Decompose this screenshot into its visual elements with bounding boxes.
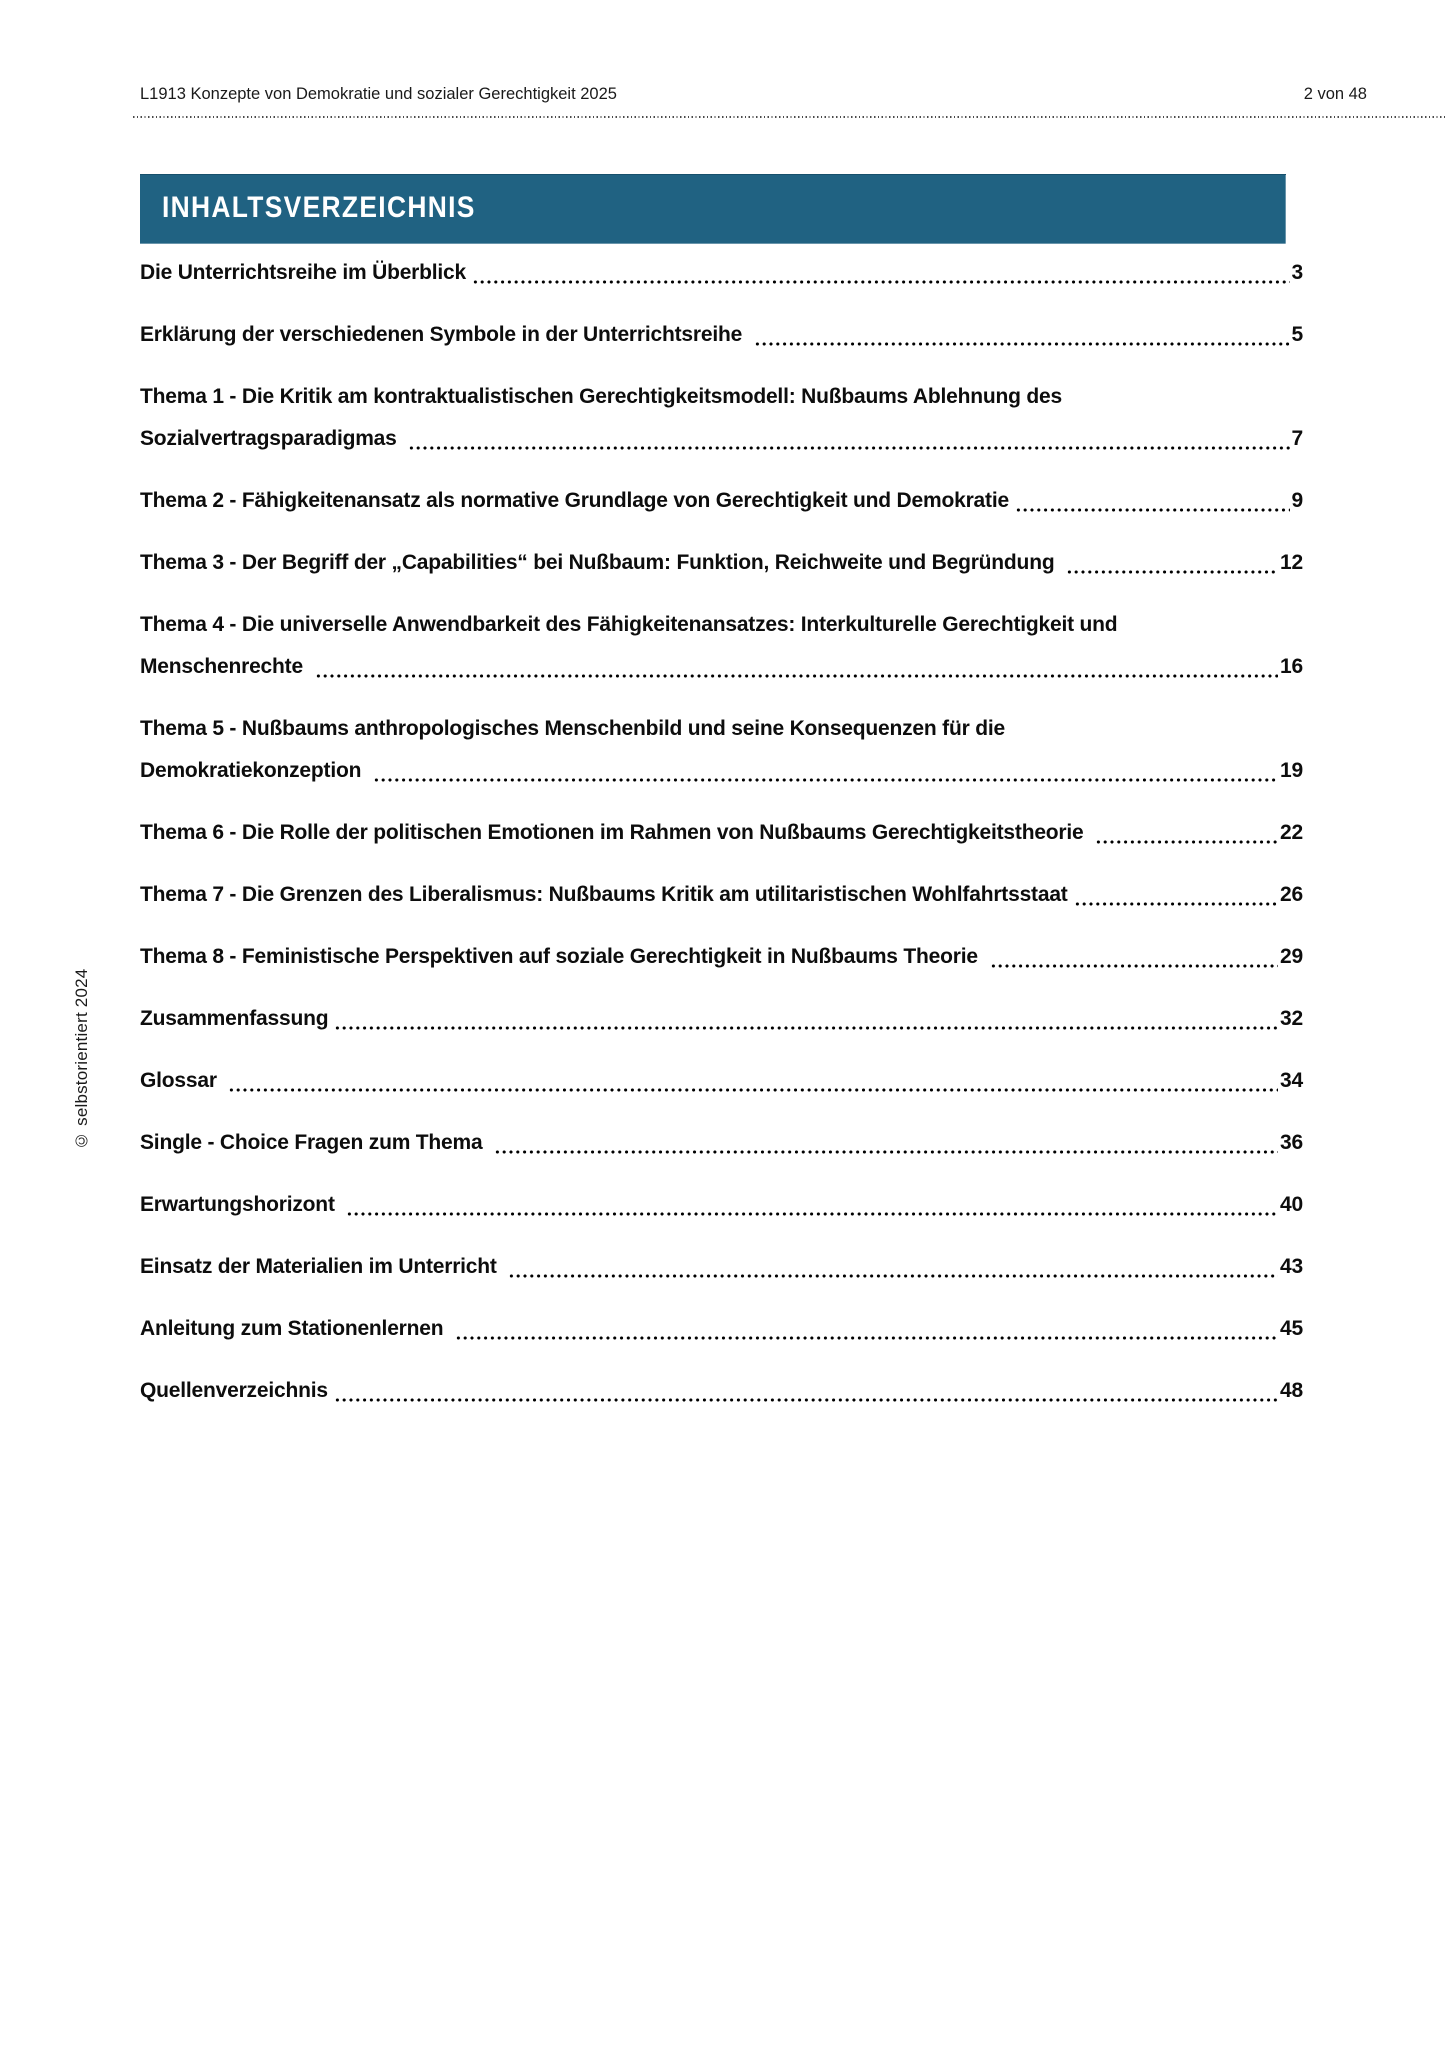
toc-page-number: 16 (1280, 655, 1303, 678)
toc-entry (140, 604, 1303, 688)
page-header (140, 84, 1367, 104)
toc-entry-line (140, 1060, 1303, 1102)
toc-page-number: 22 (1280, 821, 1303, 844)
toc-entry (140, 1246, 1303, 1288)
toc-page-number: 36 (1280, 1131, 1303, 1154)
toc-entry-line (140, 480, 1303, 522)
toc-dot-leader (472, 252, 1290, 294)
toc-page-number: 43 (1280, 1255, 1303, 1278)
toc-entry-line (140, 646, 1303, 688)
toc-entry-title: Einsatz der Materialien im Unterricht (140, 1255, 503, 1278)
toc-entry-title: Thema 6 - Die Rolle der politischen Emotionen im Rahmen von Nußbaums Gerechtigkeitstheorie (140, 821, 1090, 844)
toc-dot-leader (373, 750, 1278, 792)
toc-entry-title: Thema 3 - Der Begriff der „Capabilities“ bei Nußbaum: Funktion, Reichweite und Begründung (140, 551, 1061, 574)
toc-dot-leader (408, 418, 1289, 460)
toc-entry-line (140, 1246, 1303, 1288)
toc-entry-line (140, 874, 1303, 916)
page-indicator: 2 von 48 (1303, 85, 1367, 103)
toc-entry-title: Single - Choice Fragen zum Thema (140, 1131, 489, 1154)
toc-page-number: 12 (1280, 551, 1303, 574)
toc-entry-line (140, 936, 1303, 978)
toc-entry (140, 812, 1303, 854)
toc-entry-title: Thema 4 - Die universelle Anwendbarkeit des Fähigkeitenansatzes: Interkulturelle Gerechtigkeit und (140, 613, 1118, 636)
toc-page-number: 5 (1291, 323, 1303, 346)
toc-page-number: 34 (1280, 1069, 1303, 1092)
toc-entry-title: Glossar (140, 1069, 223, 1092)
toc-entry-line (140, 750, 1303, 792)
toc-entry-line (140, 1308, 1303, 1350)
toc-entry (140, 1122, 1303, 1164)
toc-entry-line (140, 812, 1303, 854)
toc-entry-line (140, 708, 1303, 750)
toc-entry-title: Thema 5 - Nußbaums anthropologisches Menschenbild und seine Konsequenzen für die (140, 717, 1005, 740)
toc-page-number: 26 (1280, 883, 1303, 906)
toc-page-number: 48 (1280, 1379, 1303, 1402)
toc-entry (140, 314, 1303, 356)
toc-page-number: 40 (1280, 1193, 1303, 1216)
toc-entry-line (140, 252, 1303, 294)
toc-page-number: 9 (1291, 489, 1303, 512)
toc-dot-leader (1074, 874, 1278, 916)
toc-entry-line (140, 376, 1303, 418)
toc-dot-leader (1015, 480, 1290, 522)
toc-entry-title: Thema 1 - Die Kritik am kontraktualistischen Gerechtigkeitsmodell: Nußbaums Ablehnung des (140, 385, 1062, 408)
toc-entry-line (140, 604, 1303, 646)
toc-entry-title: Quellenverzeichnis (140, 1379, 328, 1402)
toc-entry (140, 480, 1303, 522)
toc-entry-title: Anleitung zum Stationenlernen (140, 1317, 450, 1340)
toc-dot-leader (315, 646, 1278, 688)
toc-entry (140, 376, 1303, 460)
header-divider (133, 116, 1445, 118)
toc-entry (140, 708, 1303, 792)
toc-dot-leader (1066, 542, 1278, 584)
toc-entry-title: Erklärung der verschiedenen Symbole in der Unterrichtsreihe (140, 323, 748, 346)
toc-dot-leader (228, 1060, 1278, 1102)
toc-page-number: 29 (1280, 945, 1303, 968)
toc-entry (140, 1308, 1303, 1350)
toc-entry (140, 874, 1303, 916)
toc-page-number: 32 (1280, 1007, 1303, 1030)
toc-page-number: 45 (1280, 1317, 1303, 1340)
toc-entry-line (140, 998, 1303, 1040)
toc-dot-leader (455, 1308, 1278, 1350)
toc-dot-leader (346, 1184, 1278, 1226)
toc-entry-line (140, 1122, 1303, 1164)
toc-entry-title: Die Unterrichtsreihe im Überblick (140, 261, 467, 284)
toc-entry-line (140, 418, 1303, 460)
toc-dot-leader (754, 314, 1290, 356)
toc-entry-line (140, 1370, 1303, 1412)
toc-dot-leader (334, 998, 1278, 1040)
toc-entry-line (140, 1184, 1303, 1226)
toc-page-number: 7 (1291, 427, 1303, 450)
toc-entry-title: Thema 7 - Die Grenzen des Liberalismus: Nußbaums Kritik am utilitaristischen Wohlfahrtsstaat (140, 883, 1068, 906)
toc-entry (140, 936, 1303, 978)
toc-entry-title: Demokratiekonzeption (140, 759, 367, 782)
toc-entry (140, 252, 1303, 294)
copyright-note: © selbstorientiert 2024 (72, 968, 91, 1150)
toc-entry-title: Thema 2 - Fähigkeitenansatz als normative Grundlage von Gerechtigkeit und Demokratie (140, 489, 1009, 512)
toc-dot-leader (508, 1246, 1278, 1288)
toc-list (140, 252, 1303, 1432)
toc-entry (140, 998, 1303, 1040)
toc-entry-title: Thema 8 - Feministische Perspektiven auf soziale Gerechtigkeit in Nußbaums Theorie (140, 945, 984, 968)
toc-dot-leader (334, 1370, 1278, 1412)
toc-entry (140, 1060, 1303, 1102)
toc-entry (140, 1370, 1303, 1412)
toc-heading-bar (140, 174, 1286, 244)
toc-heading: INHALTSVERZEICHNIS (162, 190, 476, 224)
toc-page-number: 19 (1280, 759, 1303, 782)
toc-entry-line (140, 542, 1303, 584)
toc-dot-leader (990, 936, 1279, 978)
document-title: L1913 Konzepte von Demokratie und sozialer Gerechtigkeit 2025 (140, 85, 617, 103)
toc-page-number: 3 (1291, 261, 1303, 284)
toc-entry-title: Zusammenfassung (140, 1007, 329, 1030)
toc-dot-leader (494, 1122, 1278, 1164)
toc-entry-title: Sozialvertragsparadigmas (140, 427, 403, 450)
toc-entry-title: Menschenrechte (140, 655, 309, 678)
toc-entry (140, 1184, 1303, 1226)
toc-entry-line (140, 314, 1303, 356)
toc-entry (140, 542, 1303, 584)
toc-entry-title: Erwartungshorizont (140, 1193, 341, 1216)
toc-dot-leader (1095, 812, 1278, 854)
